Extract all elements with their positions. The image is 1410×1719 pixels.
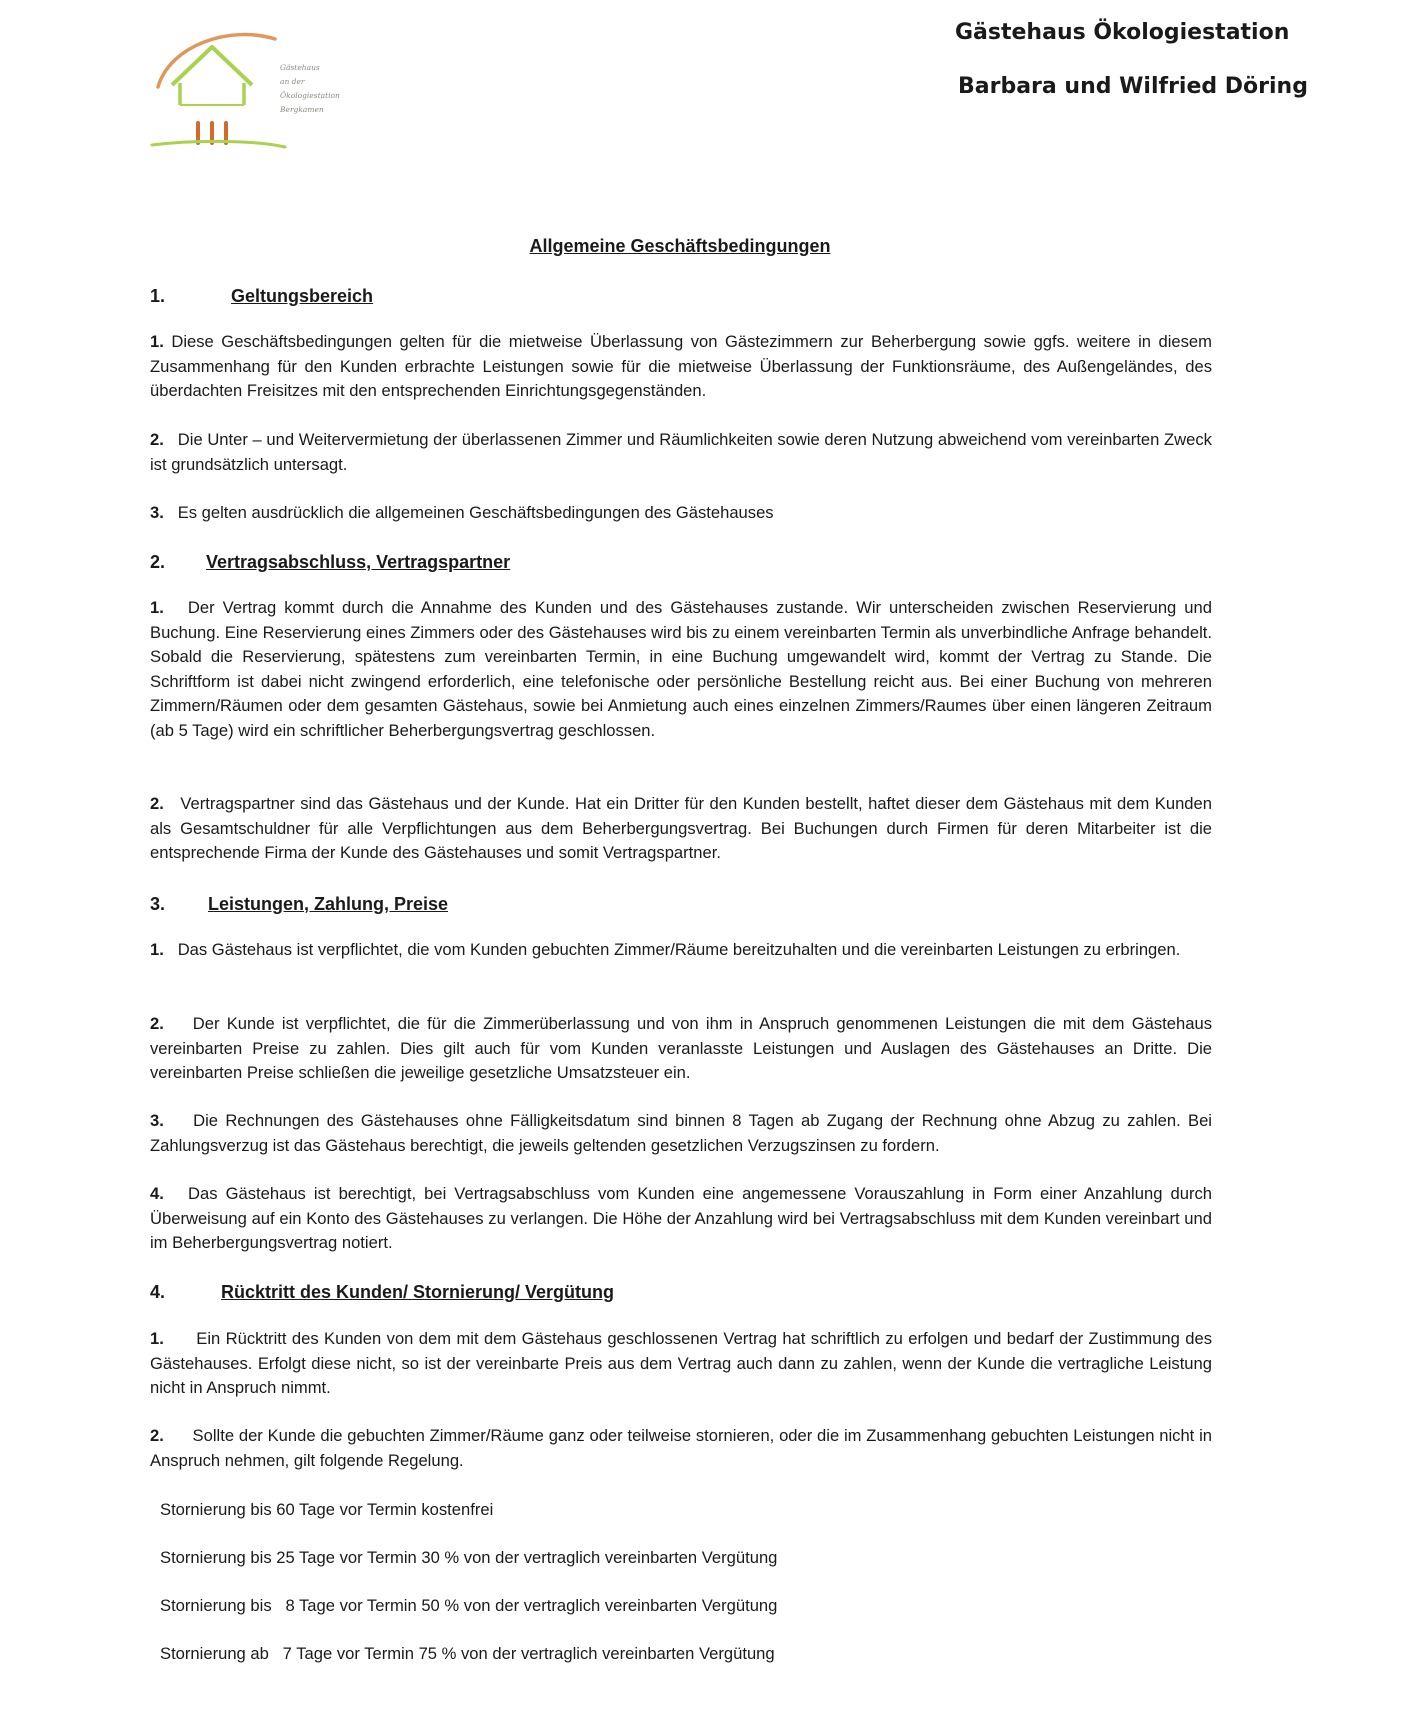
section-heading [150,894,449,915]
cancellation-rule: Stornierung bis 60 Tage vor Termin kostenfrei [160,1500,494,1519]
paragraph [150,1182,1212,1256]
paragraph [150,938,1212,963]
owner-names: Barbara und Wilfried Döring [958,74,1308,99]
paragraph-number: 2. [150,1426,164,1445]
paragraph-text: Die Unter – und Weitervermietung der überlassenen Zimmer und Räumlichkeiten sowie deren Nutzung abweichend vom vereinbarten Zweck ist grundsätzlich untersagt. [150,430,1212,474]
section-title: Geltungsbereich [231,286,374,306]
paragraph-text: Der Vertrag kommt durch die Annahme des Kunden und des Gästehauses zustande. Wir unterscheiden zwischen Reservierung und Buchung. Eine Reservierung eines Zimmers oder des Gästehauses wird bis zu einem vereinbarten Termin als unverbindliche Anfrage behandelt. Sobald die Reservierung, spätestens zum vereinbarten Termin, in eine Buchung umgewandelt wird, kommt der Vertrag zu Stande. Die Schriftform ist dabei nicht zwingend erforderlich, eine telefonische oder persönliche Bestellung reicht aus. Bei einer Buchung von mehreren Zimmern/Räumen oder dem gesamten Gästehaus, sowie bei Anmietung auch eines einzelnen Zimmers/Raumes über einen längeren Zeitraum (ab 5 Tage) wird ein schriftlicher Beherbergungsvertrag geschlossen. [150,598,1212,740]
paragraph-text: Das Gästehaus ist berechtigt, bei Vertragsabschluss vom Kunden eine angemessene Vorauszahlung in Form einer Anzahlung durch Überweisung auf ein Konto des Gästehauses zu verlangen. Die Höhe der Anzahlung wird bei Vertragsabschluss mit dem Kunden vereinbart und im Beherbergungsvertrag notiert. [150,1184,1212,1252]
paragraph [150,792,1212,866]
paragraph [150,428,1212,477]
logo-caption-line: an der [280,77,305,86]
section-heading [150,552,511,573]
paragraph [150,596,1212,743]
section-number: 2. [150,552,166,572]
paragraph-number: 1. [150,332,164,351]
paragraph-text: Sollte der Kunde die gebuchten Zimmer/Räume ganz oder teilweise stornieren, oder die im Zusammenhang gebuchten Leistungen nicht in Anspruch nehmen, gilt folgende Regelung. [150,1426,1212,1470]
paragraph-text: Ein Rücktritt des Kunden von dem mit dem Gästehaus geschlossenen Vertrag hat schriftlich zu erfolgen und bedarf der Zustimmung des Gästehauses. Erfolgt diese nicht, so ist der vereinbarte Preis aus dem Vertrag auch dann zu zahlen, wenn der Kunde die vertragliche Leistung nicht in Anspruch nimmt. [150,1329,1212,1397]
paragraph-number: 2. [150,794,164,813]
paragraph-text: Vertragspartner sind das Gästehaus und der Kunde. Hat ein Dritter für den Kunden bestellt, haftet dieser dem Gästehaus mit dem Kunden als Gesamtschuldner für alle Verpflichtungen aus dem Beherbergungsvertrag. Bei Buchungen durch Firmen für deren Mitarbeiter ist die entsprechende Firma der Kunde des Gästehauses und somit Vertragspartner. [150,794,1212,862]
guesthouse-logo [150,25,360,150]
cancellation-rule: Stornierung bis 8 Tage vor Termin 50 % von der vertraglich vereinbarten Vergütung [160,1596,778,1615]
section-title: Vertragsabschluss, Vertragspartner [206,552,511,572]
paragraph [150,501,1212,526]
paragraph-number: 3. [150,503,164,522]
paragraph-number: 2. [150,1014,164,1033]
paragraph-text: Der Kunde ist verpflichtet, die für die Zimmerüberlassung und von ihm in Anspruch genommenen Leistungen die mit dem Gästehaus vereinbarten Preise zu zahlen. Dies gilt auch für vom Kunden veranlasste Leistungen und Auslagen des Gästehauses an Dritte. Die vereinbarten Preise schließen die jeweilige gesetzliche Umsatzsteuer ein. [150,1014,1212,1082]
guesthouse-name: Gästehaus Ökologiestation [955,20,1290,45]
logo-caption [280,61,340,117]
paragraph [150,1424,1212,1473]
paragraph-number: 1. [150,1329,164,1348]
paragraph-number: 1. [150,598,164,617]
logo-caption-line: Bergkamen [280,105,324,114]
paragraph [150,1109,1212,1158]
paragraph-text: Das Gästehaus ist verpflichtet, die vom Kunden gebuchten Zimmer/Räume bereitzuhalten und die vereinbarten Leistungen zu erbringen. [177,940,1181,959]
paragraph [150,330,1212,404]
paragraph-text: Die Rechnungen des Gästehauses ohne Fälligkeitsdatum sind binnen 8 Tagen ab Zugang der Rechnung ohne Abzug zu zahlen. Bei Zahlungsverzug ist das Gästehaus berechtigt, die jeweils geltenden gesetzlichen Verzugszinsen zu fordern. [150,1111,1212,1155]
cancellation-rule: Stornierung ab 7 Tage vor Termin 75 % von der vertraglich vereinbarten Vergütung [160,1644,775,1663]
paragraph-number: 3. [150,1111,164,1130]
paragraph-number: 1. [150,940,164,959]
section-number: 3. [150,894,166,914]
paragraph-number: 4. [150,1184,164,1203]
section-title: Rücktritt des Kunden/ Stornierung/ Vergütung [221,1282,615,1302]
paragraph [150,1327,1212,1401]
section-heading [150,1282,615,1303]
paragraph-number: 2. [150,430,164,449]
section-heading [150,286,374,307]
section-number: 4. [150,1282,166,1302]
paragraph-text: Diese Geschäftsbedingungen gelten für die mietweise Überlassung von Gästezimmern zur Beherbergung sowie ggfs. weitere in diesem Zusammenhang für den Kunden erbrachte Leistungen sowie für die mietweise Überlassung der Funktionsräume, des Außengeländes, des überdachten Freisitzes mit den entsprechenden Einrichtungsgegenständen. [150,332,1212,400]
document-title: Allgemeine Geschäftsbedingungen [529,236,831,256]
cancellation-rule: Stornierung bis 25 Tage vor Termin 30 % von der vertraglich vereinbarten Vergütung [160,1548,778,1567]
section-title: Leistungen, Zahlung, Preise [208,894,449,914]
logo-caption-line: Ökologiestation [280,91,340,100]
paragraph-text: Es gelten ausdrücklich die allgemeinen Geschäftsbedingungen des Gästehauses [177,503,774,522]
section-number: 1. [150,286,166,306]
logo-caption-line: Gästehaus [280,63,320,72]
paragraph [150,1012,1212,1086]
